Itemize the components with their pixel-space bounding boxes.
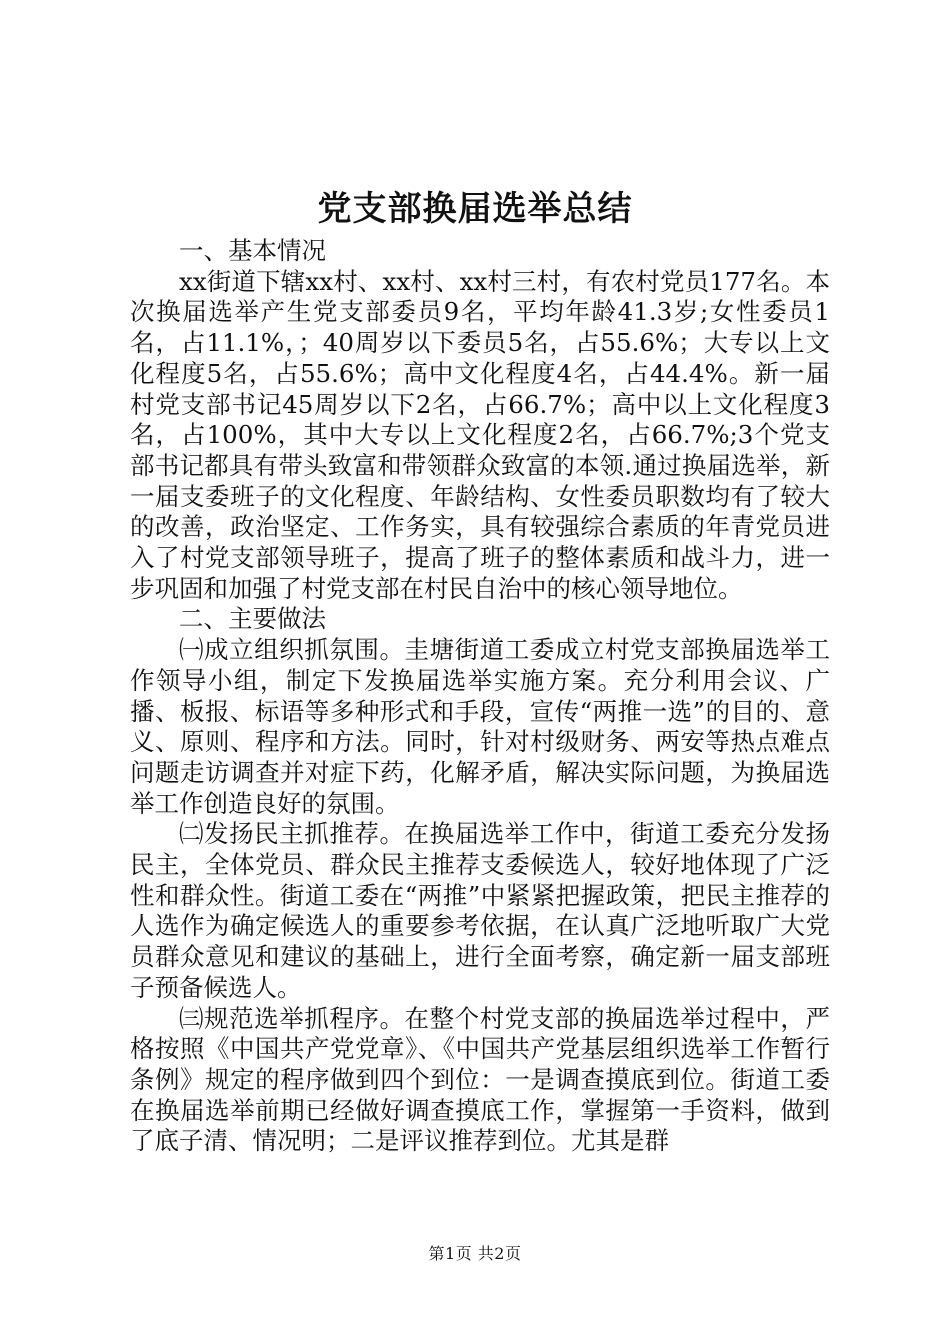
paragraph-basic-situation: xx街道下辖xx村、xx村、xx村三村，有农村党员177名。本次换届选举产生党支部委员9名，平均年龄41.3岁;女性委员1名，占11.1%，；40周岁以下委员5名，占55.6%；大专以上文化程度5名，占55.6%；高中文化程度4名，占44.4%。新一届村党支部书记45周岁以下2名，占66.7%；高中以上文化程度3名，占100%，其中大专以上文化程度2名，占66.7%;3个党支部书记都具有带头致富和带领群众致富的本领.通过换届选举，新一届支委班子的文化程度、年龄结构、女性委员职数均有了较大的改善，政治坚定、工作务实，具有较强综合素质的年青党员进入了村党支部领导班子，提高了班子的整体素质和战斗力，进一步巩固和加强了村党支部在村民自治中的核心领导地位。 — [130, 266, 830, 603]
document-body — [130, 236, 830, 1157]
document-title: 党支部换届选举总结 — [317, 189, 633, 229]
paragraph-method-2: ㈡发扬民主抓推荐。在换届选举工作中，街道工委充分发扬民主，全体党员、群众民主推荐支委候选人，较好地体现了广泛性和群众性。街道工委在“两推”中紧紧把握政策，把民主推荐的人选作为确定候选人的重要参考依据，在认真广泛地听取广大党员群众意见和建议的基础上，进行全面考察，确定新一届支部班子预备候选人。 — [130, 819, 830, 1002]
section-heading-main-methods: 二、主要做法 — [179, 604, 326, 634]
paragraph-method-1: ㈠成立组织抓氛围。圭塘街道工委成立村党支部换届选举工作领导小组，制定下发换届选举实施方案。充分利用会议、广播、板报、标语等多种形式和手段，宣传“两推一选”的目的、意义、原则、程序和方法。同时，针对村级财务、两安等热点难点问题走访调查并对症下药，化解矛盾，解决实际问题，为换届选举工作创造良好的氛围。 — [130, 635, 830, 818]
section-heading-basic-situation: 一、基本情况 — [179, 236, 326, 265]
page-number-footer: 第1页 共2页 — [428, 1244, 522, 1263]
paragraph-method-3: ㈢规范选举抓程序。在整个村党支部的换届选举过程中，严格按照《中国共产党党章》、《中国共产党基层组织选举工作暂行条例》规定的程序做到四个到位：一是调查摸底到位。街道工委在换届选举前期已经做好调查摸底工作，掌握第一手资料，做到了底子清、情况明；二是评议推荐到位。尤其是群 — [130, 1003, 830, 1156]
